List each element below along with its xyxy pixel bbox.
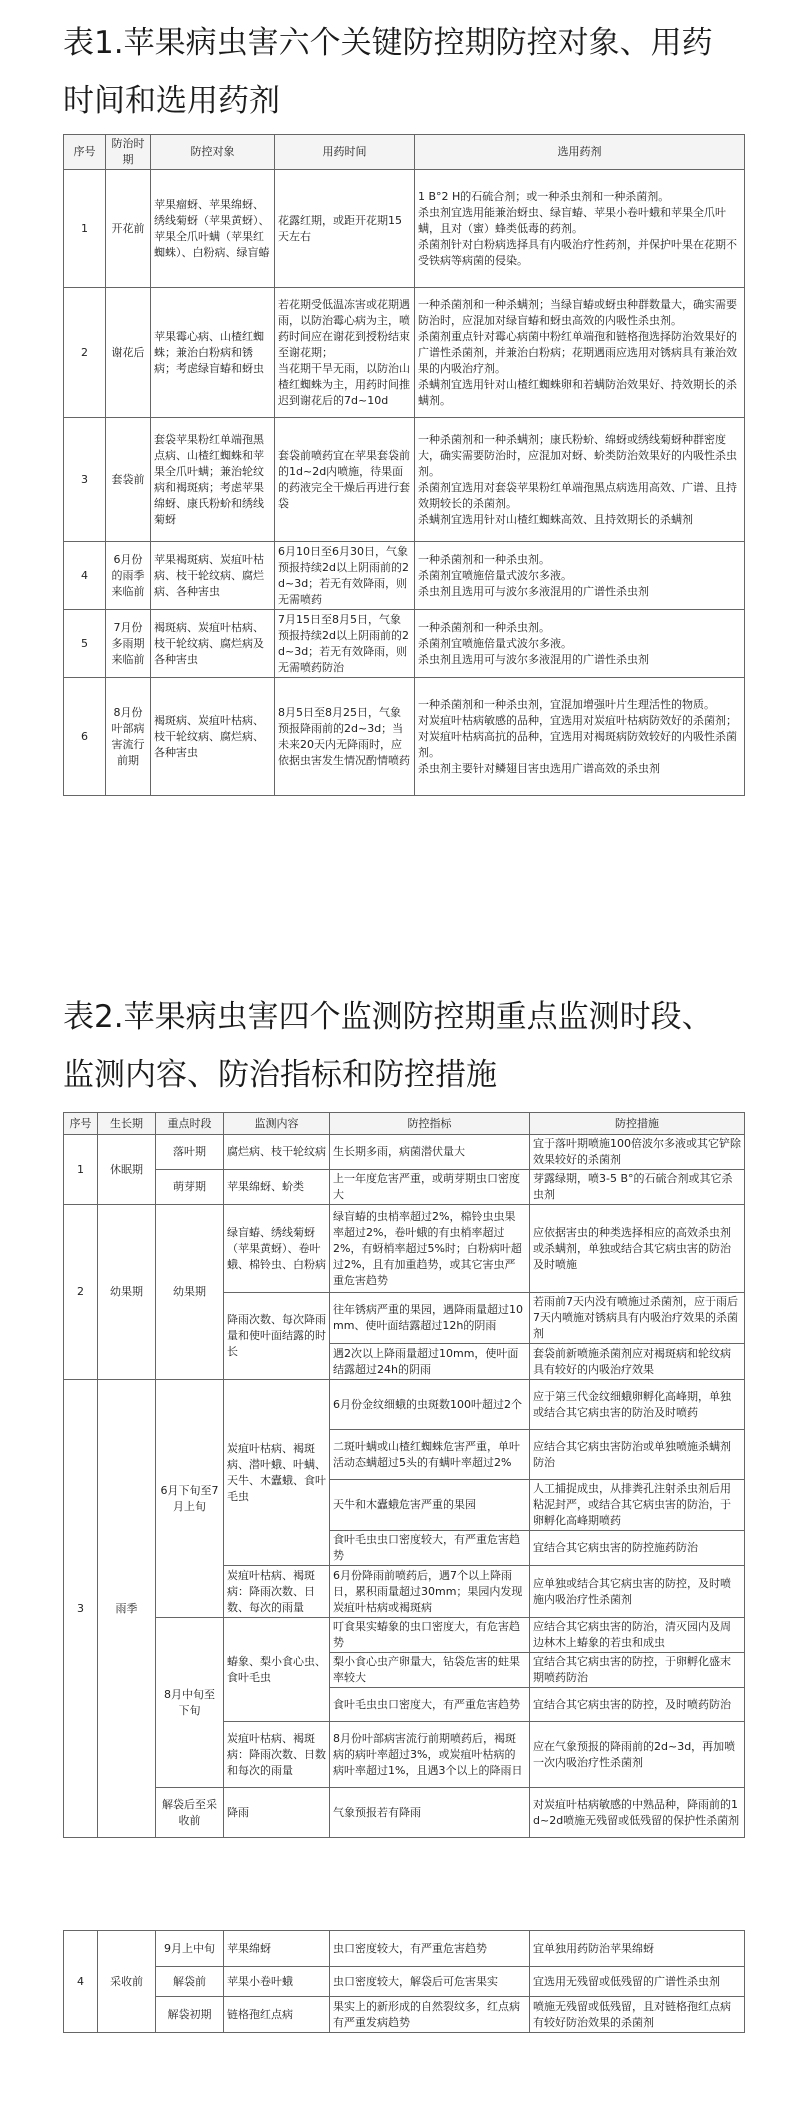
table1-header-row: [64, 135, 745, 170]
table-cell: 降雨次数、每次降雨量和使叶面结露的时长: [224, 1293, 330, 1380]
table-cell: 一种杀菌剂和一种杀虫剂，宜混加增强叶片生理活性的物质。 对炭疽叶枯病敏感的品种，宜选用对炭疽叶枯病防效好的杀菌剂；对炭疽叶枯病高抗的品种，宜选用对褐斑病防效较好的内吸性杀菌剂。 杀虫剂主要针对鳞翅目害虫选用广谱高效的杀虫剂: [415, 678, 745, 796]
table-cell: 生长期多雨，病菌潜伏量大: [330, 1135, 530, 1170]
table1-heading: [63, 14, 783, 130]
table-row: [64, 170, 745, 288]
table-cell: 解袋后至采收前: [156, 1788, 224, 1838]
table-cell: 3: [64, 418, 106, 542]
table1-heading-line2: 时间和选用药剂: [63, 83, 280, 119]
table-cell: 宜选用无残留或低残留的广谱性杀虫剂: [530, 1967, 745, 1997]
table1-heading-line1: 表1.苹果病虫害六个关键防控期防控对象、用药: [63, 25, 713, 61]
table-cell: 8月中旬至下旬: [156, 1618, 224, 1788]
table-row: [64, 1205, 745, 1293]
table-cell: 休眠期: [98, 1135, 156, 1205]
table1-header-cell: 用药时间: [275, 135, 415, 170]
table-cell: 绿盲蝽的虫梢率超过2%，棉铃虫虫果率超过2%，卷叶蛾的有虫梢率超过2%，有蚜梢率超过5%时；白粉病叶超过2%，且有加重趋势，或其它害虫严重危害趋势: [330, 1205, 530, 1293]
table-cell: 套袋前新喷施杀菌剂应对褐斑病和轮纹病具有较好的内吸治疗效果: [530, 1344, 745, 1380]
table2: [63, 1112, 745, 1838]
table-cell: 蝽象、梨小食心虫、食叶毛虫: [224, 1618, 330, 1722]
table-row: [64, 542, 745, 610]
table2-header-cell: 重点时段: [156, 1113, 224, 1135]
table-cell: 6月份的雨季来临前: [106, 542, 151, 610]
table-cell: 宜结合其它病虫害的防控，于卵孵化盛末期喷药防治: [530, 1653, 745, 1688]
table2-header-row: [64, 1113, 745, 1135]
table-cell: 一种杀菌剂和一种杀螨剂；当绿盲蝽或蚜虫种群数量大，确实需要防治时，应混加对绿盲蝽和蚜虫高效的内吸性杀虫剂。 杀菌剂重点针对霉心病菌中粉红单端孢和链格孢选择防治效果好的广谱性杀菌剂，并兼治白粉病；花期遇雨应选用对锈病具有兼治效果的内吸治疗剂。 杀螨剂宜选用针对山楂红蜘蛛卵和若螨防治效果好、持效期长的杀螨剂。: [415, 288, 745, 418]
table-cell: 苹果褐斑病、炭疽叶枯病、枝干轮纹病、腐烂病、各种害虫: [151, 542, 275, 610]
table-cell: 落叶期: [156, 1135, 224, 1170]
table-cell: 应结合其它病虫害防治或单独喷施杀螨剂防治: [530, 1430, 745, 1480]
table-cell: 炭疽叶枯病、褐斑病：降雨次数、日数和每次的雨量: [224, 1722, 330, 1788]
table-cell: 苹果绵蚜: [224, 1931, 330, 1967]
table2-heading-line2: 监测内容、防治指标和防控措施: [63, 1057, 497, 1093]
table-cell: 二斑叶螨或山楂红蜘蛛危害严重，单叶活动态螨超过5头的有螨叶率超过2%: [330, 1430, 530, 1480]
table1-header-cell: 序号: [64, 135, 106, 170]
table-cell: 1: [64, 170, 106, 288]
table-cell: 褐斑病、炭疽叶枯病、枝干轮纹病、腐烂病、各种害虫: [151, 678, 275, 796]
table2-heading-line1: 表2.苹果病虫害四个监测防控期重点监测时段、: [63, 999, 713, 1035]
table-row: [64, 1380, 745, 1430]
table-cell: 宜结合其它病虫害的防控，及时喷药防治: [530, 1688, 745, 1722]
table-cell: 气象预报若有降雨: [330, 1788, 530, 1838]
table-cell: 若花期受低温冻害或花期遇雨，以防治霉心病为主，喷药时间应在谢花到授粉结束至谢花期； 当花期干旱无雨，以防治山楂红蜘蛛为主，用药时间推迟到谢花后的7d~10d: [275, 288, 415, 418]
table-row: [64, 1135, 745, 1170]
table-cell: 7月份多雨期来临前: [106, 610, 151, 678]
table-cell: 套袋苹果粉红单端孢黑点病、山楂红蜘蛛和苹果全爪叶螨；兼治轮纹病和褐斑病；考虑苹果绵蚜、康氏粉蚧和绣线菊蚜: [151, 418, 275, 542]
table-cell: 食叶毛虫虫口密度大，有严重危害趋势: [330, 1688, 530, 1722]
table-cell: 幼果期: [98, 1205, 156, 1380]
table1: [63, 134, 745, 796]
table2-header-cell: 生长期: [98, 1113, 156, 1135]
table-cell: 2: [64, 288, 106, 418]
table-cell: 苹果瘤蚜、苹果绵蚜、绣线菊蚜（苹果黄蚜）、苹果全爪叶螨（苹果红蜘蛛）、白粉病、绿盲蝽: [151, 170, 275, 288]
table-cell: 雨季: [98, 1380, 156, 1838]
table-cell: 叮食果实蝽象的虫口密度大，有危害趋势: [330, 1618, 530, 1653]
table-cell: 炭疽叶枯病、褐斑病、潜叶蛾、叶螨、天牛、木蠹蛾、食叶毛虫: [224, 1380, 330, 1566]
table-cell: 食叶毛虫虫口密度较大，有严重危害趋势: [330, 1531, 530, 1566]
table-cell: 喷施无残留或低残留，且对链格孢红点病有较好防治效果的杀菌剂: [530, 1997, 745, 2033]
table-cell: 应在气象预报的降雨前的2d~3d，再加喷一次内吸治疗性杀菌剂: [530, 1722, 745, 1788]
table2-header-cell: 防控措施: [530, 1113, 745, 1135]
table-cell: 应结合其它病虫害的防治，清灭园内及周边林木上蝽象的若虫和成虫: [530, 1618, 745, 1653]
table-row: [64, 1170, 745, 1205]
table-cell: 一种杀菌剂和一种杀虫剂。 杀菌剂宜喷施倍量式波尔多液。 杀虫剂且选用可与波尔多液混用的广谱性杀虫剂: [415, 542, 745, 610]
table-row: [64, 678, 745, 796]
table-cell: 腐烂病、枝干轮纹病: [224, 1135, 330, 1170]
table-cell: 8月份叶部病害流行前期喷药后，褐斑病的病叶率超过3%，或炭疽叶枯病的病叶率超过1%，且遇3个以上的降雨日: [330, 1722, 530, 1788]
table-cell: 6月份金纹细蛾的虫斑数100叶超过2个: [330, 1380, 530, 1430]
table-cell: 一种杀菌剂和一种杀螨剂；康氏粉蚧、绵蚜或绣线菊蚜种群密度大，确实需要防治时，应混加对蚜、蚧类防治效果好的内吸性杀虫剂。 杀菌剂宜选用对套袋苹果粉红单端孢黑点病选用高效、广谱、且持效期较长的杀菌剂。 杀螨剂宜选用针对山楂红蜘蛛高效、且持效期长的杀螨剂: [415, 418, 745, 542]
table-row: [64, 1997, 745, 2033]
table1-header-cell: 防控对象: [151, 135, 275, 170]
table-row: [64, 1931, 745, 1967]
table-row: [64, 418, 745, 542]
table-cell: 4: [64, 1931, 98, 2033]
table2-header-cell: 防控指标: [330, 1113, 530, 1135]
table-cell: 套袋前: [106, 418, 151, 542]
table-cell: 解袋前: [156, 1967, 224, 1997]
table-cell: 4: [64, 542, 106, 610]
table2-continued: [63, 1930, 745, 2033]
table-cell: 9月上中旬: [156, 1931, 224, 1967]
table-row: [64, 1618, 745, 1653]
table-cell: 花露红期，或距开花期15天左右: [275, 170, 415, 288]
table-cell: 绿盲蝽、绣线菊蚜（苹果黄蚜）、卷叶蛾、棉铃虫、白粉病: [224, 1205, 330, 1293]
table-cell: 8月份叶部病害流行前期: [106, 678, 151, 796]
table-cell: 6月10日至6月30日，气象预报持续2d以上阴雨前的2d~3d；若无有效降雨，则无需喷药: [275, 542, 415, 610]
table2-header-cell: 序号: [64, 1113, 98, 1135]
table-cell: 1: [64, 1135, 98, 1205]
table-cell: 降雨: [224, 1788, 330, 1838]
table-row: [64, 610, 745, 678]
table-cell: 上一年度危害严重，或萌芽期虫口密度大: [330, 1170, 530, 1205]
table-cell: 6月份降雨前喷药后，遇7个以上降雨日，累积雨量超过30mm；果园内发现炭疽叶枯病或褐斑病: [330, 1566, 530, 1618]
table-cell: 8月5日至8月25日，气象预报降雨前的2d~3d；当未来20天内无降雨时，应依据虫害发生情况酌情喷药: [275, 678, 415, 796]
table-cell: 虫口密度较大，解袋后可危害果实: [330, 1967, 530, 1997]
table-cell: 苹果绵蚜、蚧类: [224, 1170, 330, 1205]
table-cell: 苹果小卷叶蛾: [224, 1967, 330, 1997]
table-cell: 应单独或结合其它病虫害的防控，及时喷施内吸治疗性杀菌剂: [530, 1566, 745, 1618]
table-cell: 虫口密度较大，有严重危害趋势: [330, 1931, 530, 1967]
table-cell: 对炭疽叶枯病敏感的中熟品种，降雨前的1d~2d喷施无残留或低残留的保护性杀菌剂: [530, 1788, 745, 1838]
table-cell: 链格孢红点病: [224, 1997, 330, 2033]
table-cell: 宜单独用药防治苹果绵蚜: [530, 1931, 745, 1967]
table-cell: 苹果霉心病、山楂红蜘蛛；兼治白粉病和锈病；考虑绿盲蝽和蚜虫: [151, 288, 275, 418]
table-cell: 人工捕捉成虫，从排粪孔注射杀虫剂后用粘泥封严，或结合其它病虫害的防治，于卵孵化高峰期喷药: [530, 1480, 745, 1531]
table-cell: 5: [64, 610, 106, 678]
table-cell: 3: [64, 1380, 98, 1838]
table-cell: 开花前: [106, 170, 151, 288]
table-cell: 1 B°2 H的石硫合剂；或一种杀虫剂和一种杀菌剂。 杀虫剂宜选用能兼治蚜虫、绿盲蝽、苹果小卷叶蛾和苹果全爪叶螨，且对（蜜）蜂类低毒的药剂。 杀菌剂针对白粉病选择具有内吸治疗性药剂，并保护叶果在花期不受铁病等病菌的侵染。: [415, 170, 745, 288]
table-cell: 梨小食心虫产卵量大，钻袋危害的蛀果率较大: [330, 1653, 530, 1688]
table-cell: 褐斑病、炭疽叶枯病、枝干轮纹病、腐烂病及各种害虫: [151, 610, 275, 678]
table-cell: 应于第三代金纹细蛾卵孵化高峰期，单独或结合其它病虫害的防治及时喷药: [530, 1380, 745, 1430]
table-cell: 遇2次以上降雨量超过10mm，使叶面结露超过24h的阴雨: [330, 1344, 530, 1380]
table-cell: 2: [64, 1205, 98, 1380]
table-cell: 应依据害虫的种类选择相应的高效杀虫剂或杀螨剂，单独或结合其它病虫害的防治及时喷施: [530, 1205, 745, 1293]
table2-header-cell: 监测内容: [224, 1113, 330, 1135]
table1-header-cell: 选用药剂: [415, 135, 745, 170]
table-cell: 6: [64, 678, 106, 796]
table-cell: 炭疽叶枯病、褐斑病：降雨次数、日数、每次的雨量: [224, 1566, 330, 1618]
table-cell: 宜结合其它病虫害的防控施药防治: [530, 1531, 745, 1566]
table-cell: 解袋初期: [156, 1997, 224, 2033]
table-cell: 萌芽期: [156, 1170, 224, 1205]
table-cell: 芽露绿期，喷3-5 B°的石硫合剂或其它杀虫剂: [530, 1170, 745, 1205]
table-row: [64, 1788, 745, 1838]
table-cell: 宜于落叶期喷施100倍波尔多液或其它铲除效果较好的杀菌剂: [530, 1135, 745, 1170]
table-row: [64, 288, 745, 418]
table1-header-cell: 防治时期: [106, 135, 151, 170]
table-cell: 一种杀菌剂和一种杀虫剂。 杀菌剂宜喷施倍量式波尔多液。 杀虫剂且选用可与波尔多液混用的广谱性杀虫剂: [415, 610, 745, 678]
table-cell: 往年锈病严重的果园，遇降雨量超过10mm、使叶面结露超过12h的阴雨: [330, 1293, 530, 1344]
table-cell: 6月下旬至7月上旬: [156, 1380, 224, 1618]
table-cell: 套袋前喷药宜在苹果套袋前的1d~2d内喷施，待果面的药液完全干燥后再进行套袋: [275, 418, 415, 542]
table-cell: 天牛和木蠹蛾危害严重的果园: [330, 1480, 530, 1531]
table-row: [64, 1967, 745, 1997]
table-cell: 果实上的新形成的自然裂纹多，红点病有严重发病趋势: [330, 1997, 530, 2033]
table-cell: 幼果期: [156, 1205, 224, 1380]
table-cell: 谢花后: [106, 288, 151, 418]
table-cell: 若雨前7天内没有喷施过杀菌剂，应于雨后7天内喷施对锈病具有内吸治疗效果的杀菌剂: [530, 1293, 745, 1344]
table-cell: 采收前: [98, 1931, 156, 2033]
table-cell: 7月15日至8月5日，气象预报持续2d以上阴雨前的2d~3d；若无有效降雨，则无需喷药防治: [275, 610, 415, 678]
table2-heading: [63, 988, 783, 1104]
